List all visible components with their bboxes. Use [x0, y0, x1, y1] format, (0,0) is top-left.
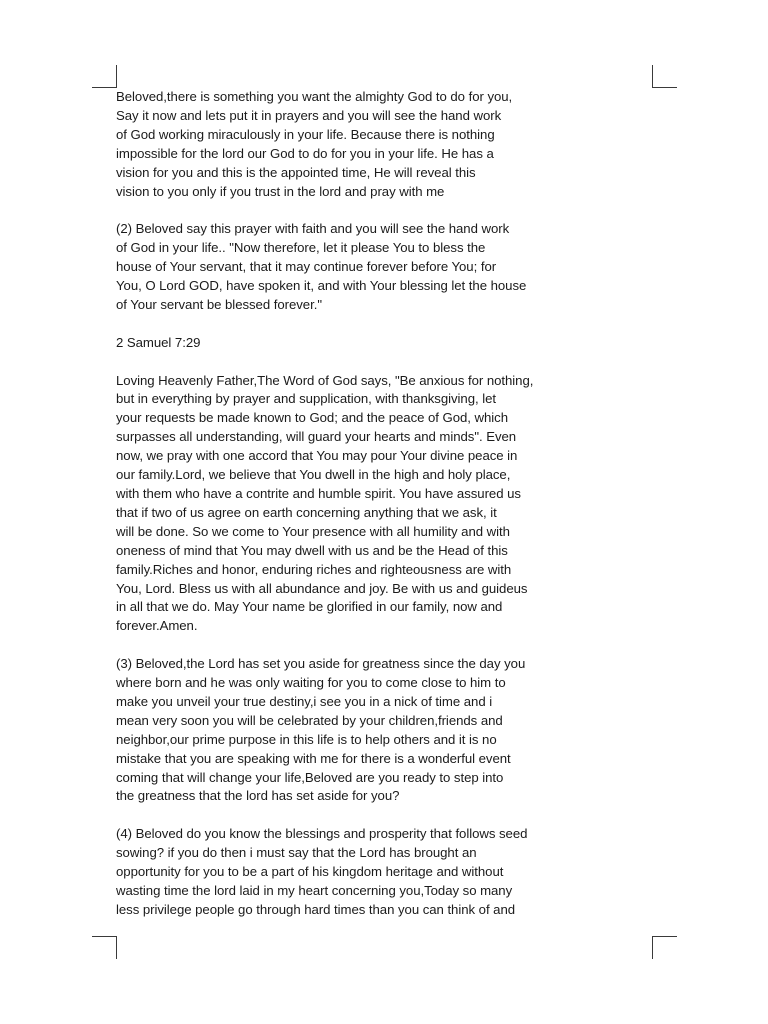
paragraph-intro — [116, 88, 556, 201]
text-line: vision for you and this is the appointed time, He will reveal this — [116, 164, 476, 180]
paragraph-prayer-2 — [116, 220, 556, 315]
scripture-reference: 2 Samuel 7:29 — [116, 334, 201, 350]
text-line: Say it now and lets put it in prayers and you will see the hand work — [116, 107, 502, 123]
text-line: that if two of us agree on earth concerning anything that we ask, it — [116, 504, 497, 520]
text-line: sowing? if you do then i must say that the Lord has brought an — [116, 845, 477, 861]
text-line: mean very soon you will be celebrated by your children,friends and — [116, 712, 503, 728]
text-line: (2) Beloved say this prayer with faith and you will see the hand work — [116, 221, 510, 237]
text-line: wasting time the lord laid in my heart concerning you,Today so many — [116, 882, 513, 898]
paragraph-family-prayer — [116, 372, 556, 637]
text-line: You, Lord. Bless us with all abundance and joy. Be with us and guideus — [116, 580, 528, 596]
text-line: oneness of mind that You may dwell with us and be the Head of this — [116, 542, 508, 558]
text-line: (4) Beloved do you know the blessings and prosperity that follows seed — [116, 826, 528, 842]
text-line: forever.Amen. — [116, 618, 198, 634]
text-line: less privilege people go through hard times than you can think of and — [116, 901, 516, 917]
corner-mark-top-left — [92, 65, 117, 88]
text-line: now, we pray with one accord that You may pour Your divine peace in — [116, 448, 518, 464]
text-line: with them who have a contrite and humble spirit. You have assured us — [116, 485, 521, 501]
text-line: the greatness that the lord has set aside for you? — [116, 788, 400, 804]
text-line: make you unveil your true destiny,i see you in a nick of time and i — [116, 693, 493, 709]
corner-mark-top-right — [652, 65, 677, 88]
text-line: house of Your servant, that it may continue forever before You; for — [116, 259, 497, 275]
text-line: mistake that you are speaking with me for there is a wonderful event — [116, 750, 511, 766]
paragraph-scripture-reference — [116, 334, 556, 353]
text-line: family.Riches and honor, enduring riches and righteousness are with — [116, 561, 512, 577]
paragraph-greatness-3 — [116, 655, 556, 806]
text-line: your requests be made known to God; and the peace of God, which — [116, 410, 508, 426]
text-line: neighbor,our prime purpose in this life is to help others and it is no — [116, 731, 497, 747]
text-line: in all that we do. May Your name be glorified in our family, now and — [116, 599, 503, 615]
corner-mark-bottom-left — [92, 936, 117, 959]
paragraph-seed-sowing-4 — [116, 825, 556, 920]
text-line: impossible for the lord our God to do for you in your life. He has a — [116, 145, 494, 161]
text-line: where born and he was only waiting for you to come close to him to — [116, 675, 506, 691]
document-body — [116, 88, 556, 939]
text-line: You, O Lord GOD, have spoken it, and with Your blessing let the house — [116, 278, 527, 294]
text-line: surpasses all understanding, will guard your hearts and minds". Even — [116, 429, 517, 445]
text-line: but in everything by prayer and supplication, with thanksgiving, let — [116, 391, 496, 407]
text-line: coming that will change your life,Beloved are you ready to step into — [116, 769, 504, 785]
text-line: of Your servant be blessed forever." — [116, 296, 322, 312]
text-line: opportunity for you to be a part of his kingdom heritage and without — [116, 864, 504, 880]
corner-mark-bottom-right — [652, 936, 677, 959]
text-line: will be done. So we come to Your presence with all humility and with — [116, 523, 510, 539]
text-line: Loving Heavenly Father,The Word of God says, "Be anxious for nothing, — [116, 372, 534, 388]
text-line: of God working miraculously in your life. Because there is nothing — [116, 126, 495, 142]
text-line: (3) Beloved,the Lord has set you aside for greatness since the day you — [116, 656, 526, 672]
text-line: our family.Lord, we believe that You dwell in the high and holy place, — [116, 467, 511, 483]
text-line: of God in your life.. "Now therefore, let it please You to bless the — [116, 240, 486, 256]
text-line: Beloved,there is something you want the almighty God to do for you, — [116, 89, 513, 104]
text-line: vision to you only if you trust in the lord and pray with me — [116, 183, 445, 199]
